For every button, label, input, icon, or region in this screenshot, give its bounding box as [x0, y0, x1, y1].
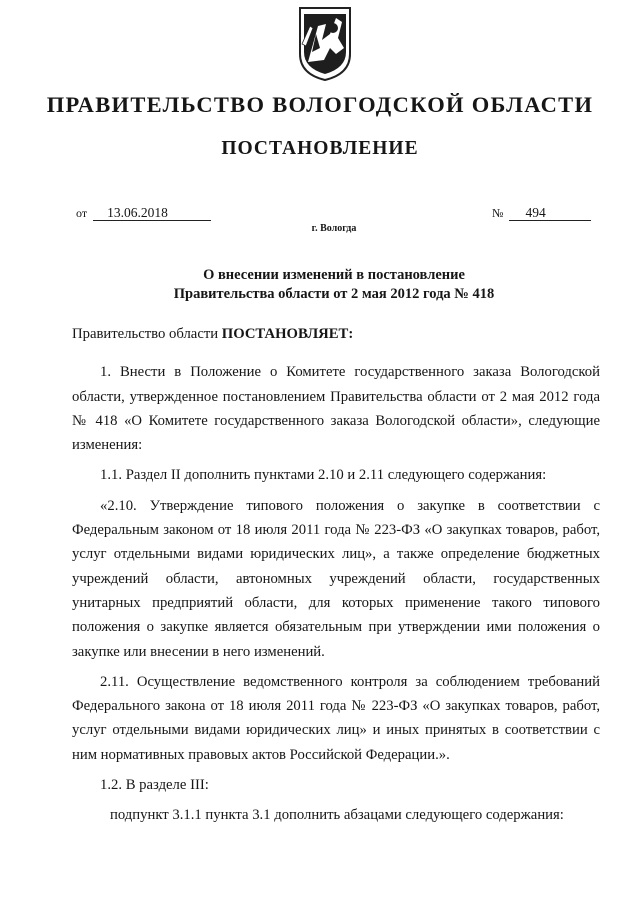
- item-2-11: 2.11. Осуществление ведомственного контроля за соблюдением требований Федерального закона от 18 июля 2011 года № 223-ФЗ «О закупках товаров, работ, услуг отдельными видами юридических лиц» и иных принятых в соответствии с ним нормативных правовых актов Российской Федерации.».: [72, 673, 600, 763]
- document-body: [72, 322, 600, 828]
- item-1: 1. Внести в Положение о Комитете государственного заказа Вологодской области, утвержденное постановлением Правительства области от 2 мая 2012 года № 418 «О Комитете государственного заказа Вологодской области», следующие изменения:: [72, 364, 600, 454]
- number-block: [492, 205, 591, 221]
- date-block: [76, 205, 211, 221]
- intro-paragraph: [72, 322, 600, 346]
- document-heading: [0, 266, 640, 304]
- government-title: ПРАВИТЕЛЬСТВО ВОЛОГОДСКОЙ ОБЛАСТИ: [46, 92, 594, 117]
- intro-decree: ПОСТАНОВЛЯЕТ:: [221, 326, 354, 342]
- vologda-coat-of-arms-icon: [296, 4, 354, 82]
- document-number: 494: [509, 205, 591, 221]
- subitem: подпункт 3.1.1 пункта 3.1 дополнить абзацами следующего содержания:: [110, 807, 564, 824]
- document-date: 13.06.2018: [93, 205, 211, 221]
- heading-line-1: О внесении изменений в постановление: [203, 267, 465, 283]
- item-2-10: «2.10. Утверждение типового положения о закупке в соответствии с Федеральным законом от 18 июля 2011 года № 223-ФЗ «О закупках товаров, работ, услуг отдельными видами юридических лиц», а также определение бюджетных учреждений области, автономных учреждений области, государственных унитарных предприятий области, для которых применение такого типового положения о закупке является обязательным при утверждении ими положения о закупке или внесении в него изменений.: [72, 497, 600, 660]
- date-prefix: от: [76, 206, 88, 220]
- item-1-2: 1.2. В разделе III:: [100, 777, 209, 794]
- item-1-1: 1.1. Раздел II дополнить пунктами 2.10 и 2.11 следующего содержания:: [100, 467, 547, 484]
- document-type: ПОСТАНОВЛЕНИЕ: [221, 138, 419, 159]
- number-prefix: №: [492, 206, 504, 220]
- heading-line-2: Правительства области от 2 мая 2012 года № 418: [173, 286, 495, 302]
- intro-text: Правительство области: [72, 326, 222, 342]
- city: г. Вологда: [311, 223, 357, 234]
